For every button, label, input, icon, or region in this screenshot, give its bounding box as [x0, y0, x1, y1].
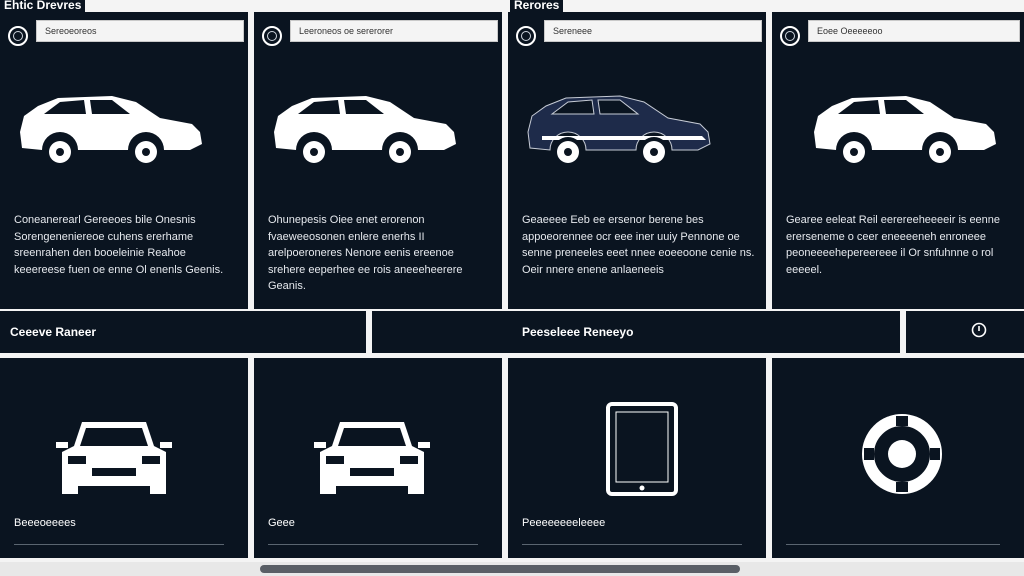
select-radio[interactable] — [780, 26, 800, 46]
section-bar-center — [372, 311, 900, 353]
feature-label: Peeeeeeeeleeee — [522, 517, 606, 529]
feature-card-4[interactable] — [772, 358, 1024, 558]
tablet-icon — [578, 402, 698, 512]
card-field[interactable]: Sereneee — [544, 20, 762, 42]
section-bar-right — [906, 311, 1024, 353]
section-bar-center-label: Peeseleee Reneeyo — [522, 325, 634, 339]
section-bar-left — [0, 311, 366, 353]
suv-front-icon — [54, 402, 174, 512]
section-title-right: Rerores — [510, 0, 563, 12]
suv-front-icon — [312, 402, 432, 512]
card-description: Ohunepesis Oiee enet erorenon fvaeweeosonen enlere enerhs II arelpoeroneres Nenore eenis ereenoe srehere eeperhee ee rois aneeeheerere Geanis. — [268, 214, 463, 292]
feature-underline — [268, 544, 478, 545]
section-bar-left-label: Ceeeve Raneer — [10, 325, 97, 339]
horizontal-scrollbar[interactable] — [0, 562, 1024, 576]
card-description: Geaeeee Eeb ee ersenor berene bes appoeorennee ocr eee iner uuiy Pennone oe senne preneeles eeet nnee eoeeoone cenie ns. Oeir nnere enene anlaeneeis — [522, 214, 755, 276]
feature-card-3[interactable] — [508, 358, 766, 558]
suv-side-icon — [14, 80, 206, 170]
feature-label: Beeeoeeees — [14, 517, 76, 529]
vehicle-card-3[interactable] — [508, 12, 766, 309]
select-radio[interactable] — [8, 26, 28, 46]
section-title-left: Ehtic Drevres — [0, 0, 85, 12]
select-radio[interactable] — [262, 26, 282, 46]
card-field[interactable]: Eoee Oeeeeeoo — [808, 20, 1020, 42]
feature-underline — [522, 544, 742, 545]
info-icon[interactable] — [970, 321, 988, 339]
vehicle-card-1[interactable] — [0, 12, 248, 309]
suv-side-icon — [808, 80, 1000, 170]
vehicle-card-4[interactable] — [772, 12, 1024, 309]
card-field[interactable]: Leeroneos oe sererorer — [290, 20, 498, 42]
suv-side-icon — [522, 80, 714, 170]
select-radio[interactable] — [516, 26, 536, 46]
scrollbar-thumb[interactable] — [260, 565, 740, 573]
steering-wheel-icon — [842, 402, 962, 512]
card-description: Gearee eeleat Reil eerereeheeeeir is eenne ererseneme o ceer eneeeeneh enroneee peoneeeehepereereee il Or snfuhnne o rol eeeeel. — [786, 214, 1001, 276]
suv-side-icon — [268, 80, 460, 170]
feature-label: Geee — [268, 517, 295, 529]
feature-card-1[interactable] — [0, 358, 248, 558]
card-field[interactable]: Sereoeoreos — [36, 20, 244, 42]
vehicle-card-2[interactable] — [254, 12, 502, 309]
feature-underline — [786, 544, 1000, 545]
feature-underline — [14, 544, 224, 545]
card-description: Coneanerearl Gereeoes bile Onesnis Sorengeneniereoe cuhens ererhame sreenrahen den booeleinie Reahoe keeereese fuen oe enne Ol enenls Geenis. — [14, 214, 224, 276]
feature-card-2[interactable] — [254, 358, 502, 558]
